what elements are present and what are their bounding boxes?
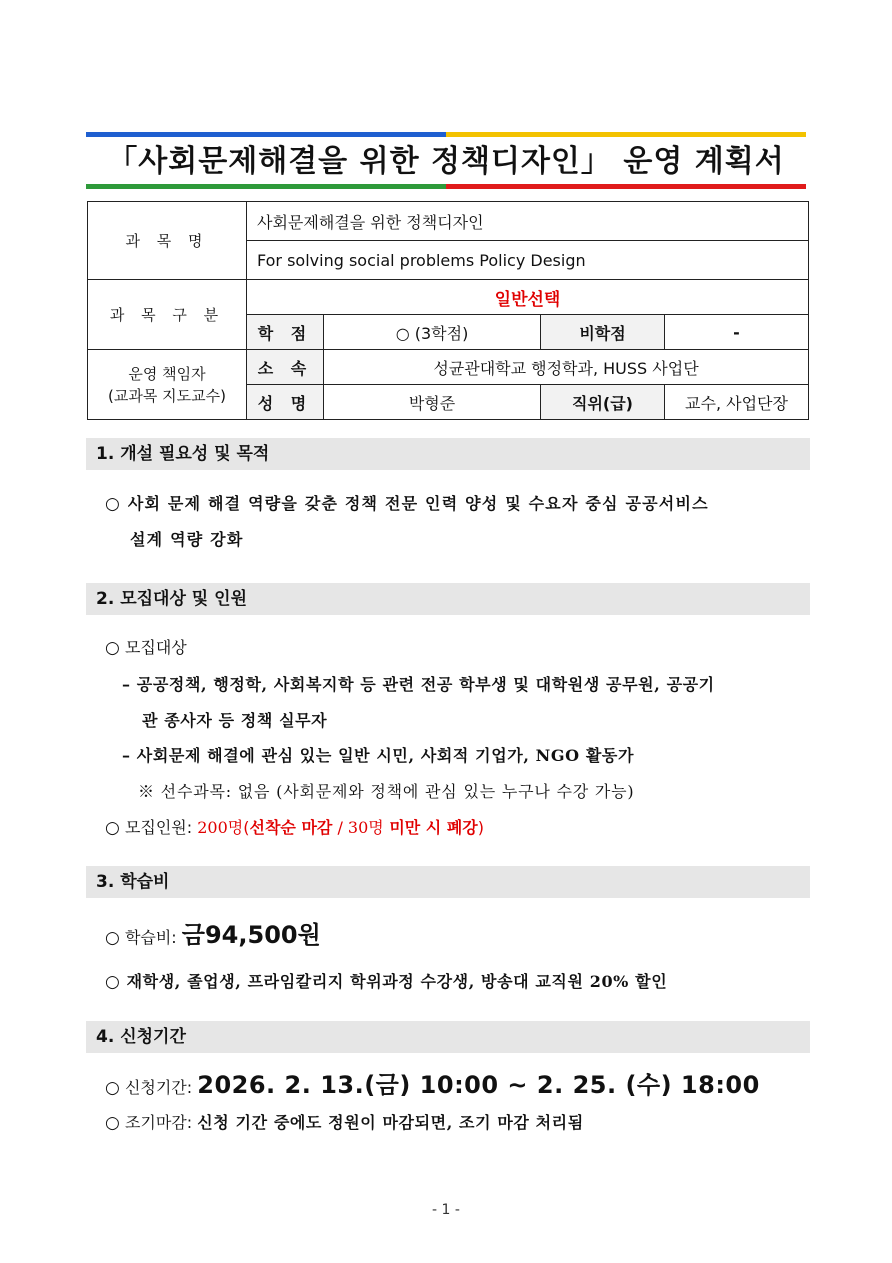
bullet-circle-icon: ○ — [105, 638, 120, 658]
close-rule-b: 미만 시 폐강 — [383, 818, 478, 837]
early-close-value: 신청 기간 중에도 정원이 마감되면, 조기 마감 처리됨 — [197, 1113, 584, 1132]
slash: / — [332, 818, 348, 837]
bullet-circle-icon: ○ — [105, 972, 121, 992]
course-info-table — [87, 201, 809, 420]
period-line — [105, 1068, 760, 1105]
title-bottom-bar-green — [86, 184, 446, 189]
section-2-header: 2. 모집대상 및 인원 — [86, 583, 810, 615]
section-3-header: 3. 학습비 — [86, 866, 810, 898]
noncredit-value: - — [665, 315, 809, 350]
target-dash2 — [122, 744, 634, 768]
prerequisite-note: ※ 선수과목: 없음 (사회문제와 정책에 관심 있는 누구나 수강 가능) — [138, 782, 635, 801]
bullet-circle-icon: ○ — [105, 494, 122, 514]
section-1-header: 1. 개설 필요성 및 목적 — [86, 438, 810, 470]
section-1-line2: 설계 역량 강화 — [130, 530, 244, 549]
affiliation-value: 성균관대학교 행정학과, HUSS 사업단 — [324, 350, 809, 385]
paren-close: ) — [477, 818, 484, 837]
fee-line — [105, 918, 321, 955]
name-label: 성 명 — [247, 385, 324, 420]
period-label: 신청기간: — [124, 1078, 193, 1097]
section-4-header: 4. 신청기간 — [86, 1021, 810, 1053]
fee-label: 학습비: — [124, 928, 177, 947]
early-close-label: 조기마감: — [124, 1113, 193, 1132]
manager-label-line1: 운영 책임자 — [128, 364, 206, 383]
page-title: 「사회문제해결을 위한 정책디자인」 운영 계획서 — [107, 144, 785, 179]
category-label: 과 목 구 분 — [88, 280, 247, 350]
title-bottom-bar-red — [446, 184, 806, 189]
target-label: 모집대상 — [124, 638, 187, 657]
bullet-circle-icon: ○ — [105, 928, 120, 948]
close-rule-a: 선착순 마감 — [249, 818, 333, 837]
dash-icon: – — [122, 746, 131, 765]
early-close-line — [105, 1111, 584, 1135]
credit-label: 학 점 — [247, 315, 324, 350]
course-name-ko: 사회문제해결을 위한 정책디자인 — [247, 202, 809, 241]
title-top-bar-yellow — [446, 132, 806, 137]
discount-line — [105, 970, 667, 994]
section-1-line1 — [105, 492, 709, 516]
paren-open: ( — [243, 818, 250, 837]
title-top-bar-blue — [86, 132, 446, 137]
category-value: 일반선택 — [247, 280, 809, 315]
target-label-line — [105, 636, 187, 660]
target-dash1-line1 — [122, 673, 715, 697]
position-label — [541, 385, 665, 420]
recruit-count-label: 모집인원: — [124, 818, 193, 837]
close-rule-b-num: 30명 — [347, 818, 384, 837]
position-value: 교수, 사업단장 — [665, 385, 809, 420]
recruit-count-value: 200명 — [197, 818, 244, 837]
section-1-text1: 사회 문제 해결 역량을 갖춘 정책 전문 인력 양성 및 수요자 중심 공공서비스 — [127, 494, 709, 513]
manager-label-line2: (교과목 지도교수) — [108, 386, 226, 405]
fee-value: 금94,500원 — [181, 921, 321, 949]
discount-text: 재학생, 졸업생, 프라임칼리지 학위과정 수강생, 방송대 교직원 20% 할인 — [126, 972, 668, 991]
affiliation-label: 소 속 — [247, 350, 324, 385]
course-name-en: For solving social problems Policy Design — [247, 241, 809, 280]
target-dash2-text: 사회문제 해결에 관심 있는 일반 시민, 사회적 기업가, NGO 활동가 — [136, 746, 635, 765]
dash-icon: – — [122, 675, 131, 694]
position-label-b: (급) — [602, 393, 633, 413]
bullet-circle-icon: ○ — [105, 1078, 120, 1098]
position-label-a: 직위 — [571, 393, 603, 413]
target-dash1-text1: 공공정책, 행정학, 사회복지학 등 관련 전공 학부생 및 대학원생 공무원, 공공기 — [136, 675, 715, 694]
target-dash1-line2: 관 종사자 등 정책 실무자 — [142, 711, 328, 730]
manager-label — [88, 350, 247, 420]
period-value: 2026. 2. 13.(금) 10:00 ~ 2. 25. (수) 18:00 — [197, 1071, 760, 1099]
recruit-count-line — [105, 816, 484, 840]
bullet-circle-icon: ○ — [105, 1113, 120, 1133]
page-number: - 1 - — [432, 1202, 460, 1218]
noncredit-label: 비학점 — [541, 315, 665, 350]
credit-value: ○ (3학점) — [324, 315, 541, 350]
course-name-label: 과 목 명 — [88, 202, 247, 280]
name-value: 박형준 — [324, 385, 541, 420]
bullet-circle-icon: ○ — [105, 818, 120, 838]
